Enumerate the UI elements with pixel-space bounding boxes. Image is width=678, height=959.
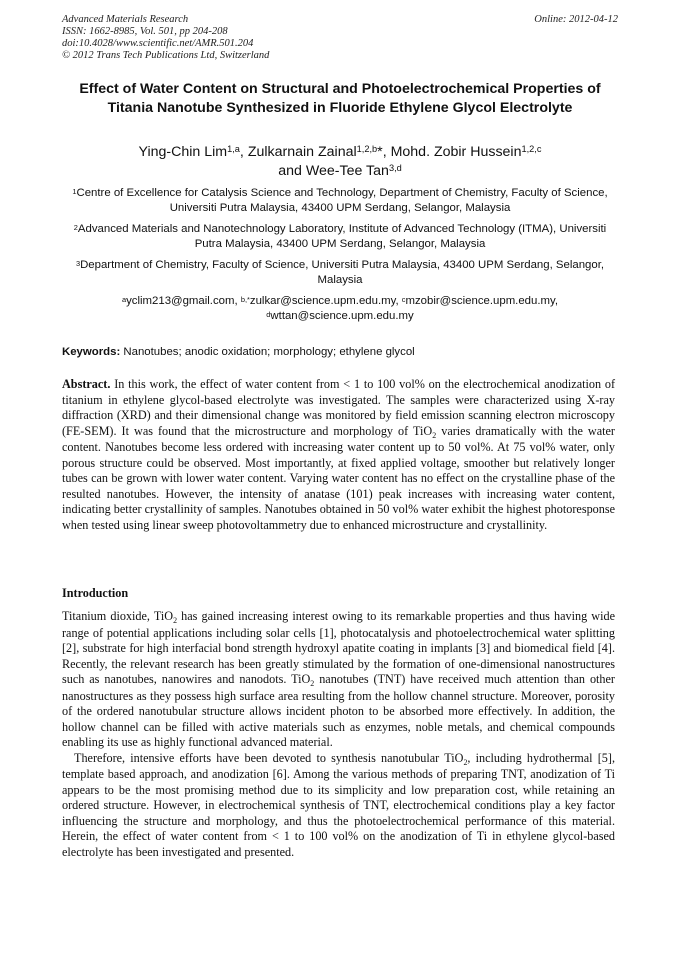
abstract-text: In this work, the effect of water content from < 1 to 100 vol% on the electrochemical anodization of titanium in ethylene glycol-based electrolyte was investigated. The samples were characterized using X-ray diffraction (XRD) and their dimensional change was monitored by field emission scanning electron microscopy (FE-SEM). It was found that the microstructure and morphology of TiO bbox=[62, 377, 616, 438]
email-superscript: b,* bbox=[240, 295, 250, 304]
journal-name: Advanced Materials Research bbox=[62, 14, 189, 25]
keywords-label: Keywords: bbox=[62, 346, 121, 358]
abstract-text: varies dramatically with the water content. Nanotubes become less ordered with increasing water content up to 50 vol%. At 75 vol% water, only porous structure could be observed. Most importantly, at fixed applied voltage, smoother but relatively longer tubes can be grown with lower water content. Varying water content has no effect on the crystalline phase of the resulted nanotubes. However, the intensity of anatase (101) peak increases with increasing water content, indicating better crystallinity of samples. Nanotubes obtained in 50 vol% water exhibit the highest photoresponse when tested using linear sweep photovoltammetry due to enhanced microstructure and crystallinity. bbox=[62, 423, 615, 532]
author-superscript: 1,a bbox=[227, 144, 240, 154]
paragraph bbox=[62, 609, 615, 751]
email-superscript: c bbox=[401, 295, 406, 304]
email-superscript: d bbox=[266, 310, 271, 319]
subscript: 2 bbox=[432, 430, 437, 440]
corresponding-star: * bbox=[377, 144, 383, 160]
author-name: Ying-Chin Lim bbox=[138, 144, 228, 160]
email-list bbox=[62, 294, 618, 324]
paragraph-text: Therefore, intensive efforts have been devoted to synthesis nanotubular TiO bbox=[74, 750, 464, 765]
author-name: Mohd. Zobir Hussein bbox=[390, 144, 522, 160]
keywords-text: Nanotubes; anodic oxidation; morphology; ethylene glycol bbox=[123, 346, 415, 358]
abstract bbox=[62, 377, 615, 533]
paragraph-text: , including hydrothermal [5], template based approach, and anodization [6]. Among the various methods of preparing TNT, anodization of Ti appears to be the most promising method due to its simplicity and low preparation cost, while retaining an ordered structure. However, in electrochemical synthesis of TNT, electrochemical conditions play a key factor influencing the structure and morphology, and thus the photoelectrochemical performance of this material. Herein, the effect of water content from < 1 to 100 vol% on the anodization of Ti in ethylene glycol-based electrolyte has been investigated and presented. bbox=[62, 750, 616, 859]
author-superscript: 1,2,c bbox=[521, 144, 542, 154]
affiliation-number: 2 bbox=[73, 223, 78, 232]
paragraph-text: has gained increasing interest owing to its remarkable properties and thus having wide range of potential applications including solar cells [1], photocatalysis and photoelectrochemical water splitting [2], substrate for high interfacial bond strength hydroxyl apatite coating in implants [3] and biomedical field [4]. Recently, the relevant research has been greatly stimulated by the formation of one-dimensional nanostructures such as nanotubes, nanowires and nanodots. TiO bbox=[62, 609, 616, 686]
affiliation-text: Advanced Materials and Nanotechnology Laboratory, Institute of Advanced Technology (ITMA), Universiti Putra Malaysia, 43400 UPM Serdang, Selangor, Malaysia bbox=[77, 223, 607, 250]
author-conjunction: and bbox=[278, 163, 302, 179]
email-address[interactable]: mzobir@science.upm.edu.my, bbox=[405, 295, 559, 307]
introduction-body bbox=[62, 609, 615, 860]
email-address[interactable]: zulkar@science.upm.edu.my, bbox=[249, 295, 399, 307]
affiliation bbox=[62, 222, 618, 252]
abstract-label: Abstract. bbox=[62, 377, 111, 391]
affiliation-number: 1 bbox=[72, 187, 77, 196]
author-superscript: 3,d bbox=[388, 163, 402, 173]
email-superscript: a bbox=[121, 295, 127, 304]
paragraph-text: nanotubes (TNT) have received much attention than other nanostructures as they possess high surface area resulting from the hollow channel structure. Moreover, porosity of the ordered nanotubular structure allows incident photon to be absorbed more effectively. In addition, the hollow channel can be filled with active materials such as enzymes, noble metals, and chemical compounds enabling its use as highly functional advanced material. bbox=[62, 672, 615, 749]
section-heading: Introduction bbox=[62, 586, 129, 600]
subscript: 2 bbox=[463, 757, 468, 767]
subscript: 2 bbox=[173, 616, 178, 625]
affiliation-text: Centre of Excellence for Catalysis Science and Technology, Department of Chemistry, Faculty of Science, Universiti Putra Malaysia, 43400 UPM Serdang, Selangor, Malaysia bbox=[76, 187, 608, 214]
author-list: Ying-Chin Lim$^{1,a}$, Zulkarnain Zainal$^{1,2,b}$*, Mohd. Zobir Hussein$^{1,2,c}$ and Wee-Tee Tan$^{3,d}$ bbox=[138, 144, 542, 179]
paragraph-text: Titanium dioxide, TiO bbox=[62, 609, 174, 623]
online-date: Online: 2012-04-12 bbox=[534, 14, 618, 25]
affiliation bbox=[62, 186, 618, 216]
keywords bbox=[62, 345, 618, 359]
subscript: 2 bbox=[310, 679, 315, 688]
paragraph bbox=[62, 751, 615, 861]
email-address[interactable]: wttan@science.upm.edu.my bbox=[270, 310, 414, 322]
paper-title: Effect of Water Content on Structural and Photoelectrochemical Properties of Titania Nanotube Synthesized in Fluoride Ethylene Glycol Electrolyte bbox=[79, 81, 601, 116]
author-name: Wee-Tee Tan bbox=[305, 163, 389, 179]
affiliation-text: Department of Chemistry, Faculty of Science, Universiti Putra Malaysia, 43400 UPM Serdang, Selangor, Malaysia bbox=[80, 259, 605, 286]
copyright-line: © 2012 Trans Tech Publications Ltd, Switzerland bbox=[62, 50, 270, 61]
affiliation bbox=[62, 258, 618, 288]
author-superscript: 1,2,b bbox=[356, 144, 378, 154]
affiliation-number: 3 bbox=[75, 259, 81, 268]
journal-header bbox=[62, 14, 618, 62]
author-name: Zulkarnain Zainal bbox=[247, 144, 357, 160]
email-address[interactable]: yclim213@gmail.com, bbox=[126, 295, 238, 307]
issn-line: ISSN: 1662-8985, Vol. 501, pp 204-208 bbox=[62, 26, 228, 37]
doi-line: doi:10.4028/www.scientific.net/AMR.501.204 bbox=[62, 38, 254, 49]
